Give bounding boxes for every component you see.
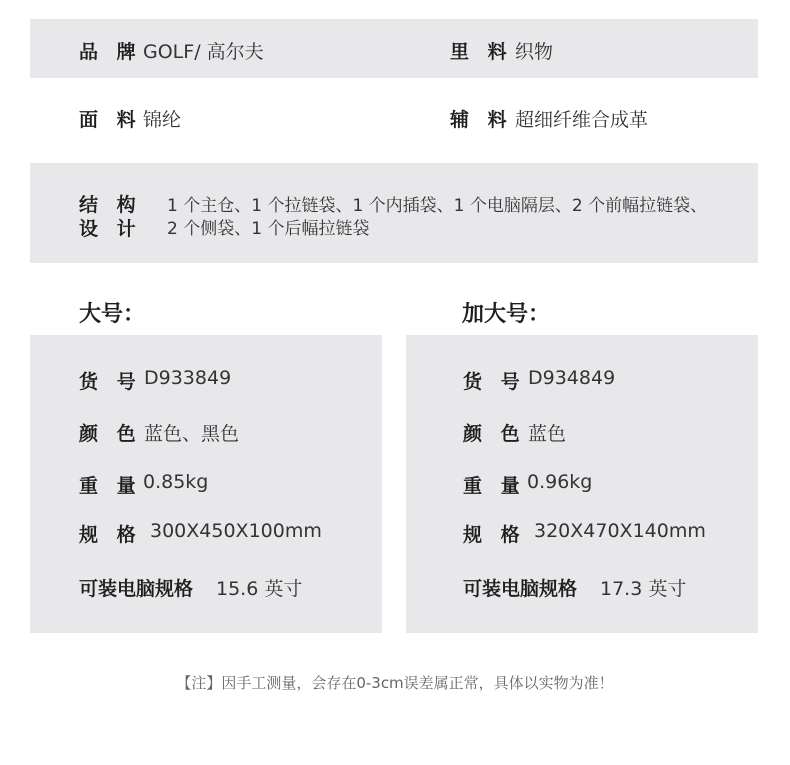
weight-value: 0.85kg: [143, 471, 209, 493]
color-label: 颜 色: [463, 423, 526, 445]
spec-row-brand-lining: [30, 19, 758, 78]
accessory-label: 辅 料: [450, 109, 513, 131]
structure-text-line-2: 2 个侧袋、1 个后幅拉链袋: [167, 219, 370, 239]
color-value: 蓝色: [528, 423, 567, 445]
item-no-label: 货 号: [463, 371, 526, 393]
laptop-value: 17.3 英寸: [600, 578, 687, 600]
spec-row-fabric-accessory: [30, 78, 758, 163]
measurement-note: 【注】因手工测量，会存在0-3cm误差属正常，具体以实物为准！: [176, 674, 614, 692]
size-panel-large: [30, 335, 382, 633]
weight-value: 0.96kg: [527, 471, 593, 493]
item-no-value: D934849: [528, 367, 616, 389]
structure-text-line-1: 1 个主仓、1 个拉链袋、1 个内插袋、1 个电脑隔层、2 个前幅拉链袋、: [167, 196, 708, 216]
size-title-xlarge: 加大号：: [462, 302, 551, 327]
brand-value: GOLF/ 高尔夫: [143, 41, 264, 63]
dims-label: 规 格: [463, 524, 526, 546]
lining-label: 里 料: [450, 41, 513, 63]
accessory-value: 超细纤维合成革: [515, 109, 649, 131]
item-no-label: 货 号: [79, 371, 142, 393]
dims-label: 规 格: [79, 524, 142, 546]
size-title-large: 大号：: [79, 302, 146, 327]
weight-label: 重 量: [79, 475, 142, 497]
item-no-value: D933849: [144, 367, 232, 389]
dims-value: 300X450X100mm: [150, 520, 322, 542]
laptop-label: 可装电脑规格: [79, 578, 194, 600]
weight-label: 重 量: [463, 475, 526, 497]
laptop-label: 可装电脑规格: [463, 578, 578, 600]
fabric-value: 锦纶: [143, 109, 182, 131]
fabric-label: 面 料: [79, 109, 142, 131]
color-label: 颜 色: [79, 423, 142, 445]
lining-value: 织物: [515, 41, 554, 63]
structure-label-line-2: 设 计: [79, 218, 142, 240]
structure-label-line-1: 结 构: [79, 194, 142, 216]
brand-label: 品 牌: [79, 41, 142, 63]
color-value: 蓝色、黑色: [144, 423, 240, 445]
size-panel-xlarge: [406, 335, 758, 633]
dims-value: 320X470X140mm: [534, 520, 706, 542]
laptop-value: 15.6 英寸: [216, 578, 303, 600]
spec-row-structure: [30, 163, 758, 263]
